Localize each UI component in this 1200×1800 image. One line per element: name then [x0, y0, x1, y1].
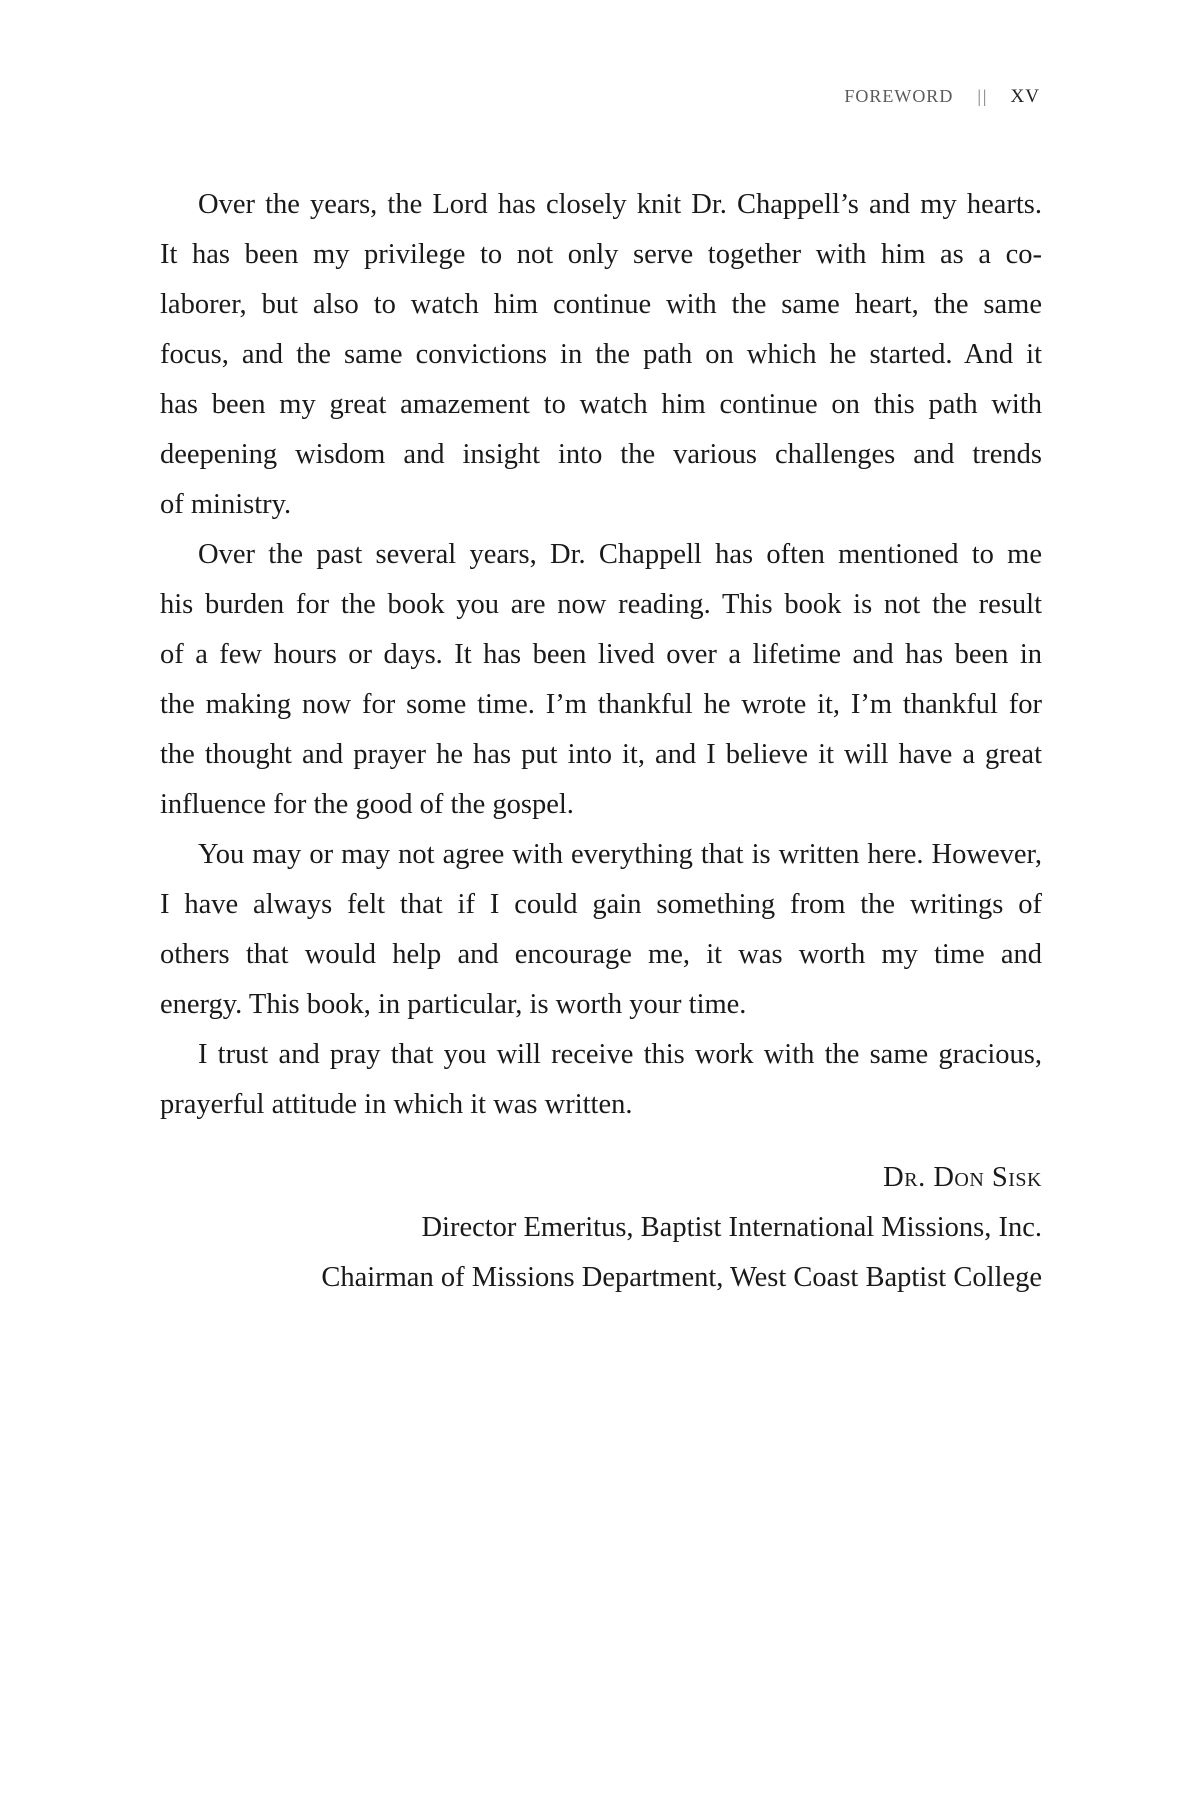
paragraph-2-line: the making now for some time. I’m thankful he wrote it, I’m thankful for [160, 689, 1042, 720]
paragraph-2-line: his burden for the book you are now reading. This book is not the result [160, 589, 1042, 620]
signature-title-1: Director Emeritus, Baptist International Missions, Inc. [421, 1212, 1042, 1243]
paragraph-2-line: of a few hours or days. It has been lived over a lifetime and has been in [160, 639, 1042, 670]
paragraph-1-line: It has been my privilege to not only serve together with him as a co- [160, 239, 1042, 270]
signature-title-2: Chairman of Missions Department, West Coast Baptist College [321, 1262, 1042, 1293]
paragraph-1-line: laborer, but also to watch him continue with the same heart, the same [160, 289, 1042, 320]
signature-name: Dr. Don Sisk [883, 1162, 1042, 1193]
paragraph-3-line: others that would help and encourage me, it was worth my time and [160, 939, 1042, 970]
paragraph-2-line: Over the past several years, Dr. Chappell has often mentioned to me [198, 539, 1042, 570]
paragraph-1-line: deepening wisdom and insight into the various challenges and trends [160, 439, 1042, 470]
running-head [844, 86, 1040, 108]
paragraph-4-line: I trust and pray that you will receive this work with the same gracious, [198, 1039, 1042, 1070]
signature-block [321, 1153, 1042, 1303]
paragraph-1-line: has been my great amazement to watch him continue on this path with [160, 389, 1042, 420]
running-head-section: FOREWORD [844, 86, 954, 106]
paragraph-3-line: I have always felt that if I could gain something from the writings of [160, 889, 1042, 920]
paragraph-1-line: of ministry. [160, 489, 292, 520]
paragraph-4-line: prayerful attitude in which it was written. [160, 1089, 633, 1120]
paragraph-3-line: You may or may not agree with everything that is written here. However, [198, 839, 1042, 870]
paragraph-3-line: energy. This book, in particular, is worth your time. [160, 989, 747, 1020]
paragraph-2-line: influence for the good of the gospel. [160, 789, 574, 820]
paragraph-1-line: focus, and the same convictions in the path on which he started. And it [160, 339, 1042, 370]
paragraph-1-line: Over the years, the Lord has closely knit Dr. Chappell’s and my hearts. [198, 189, 1042, 220]
paragraph-2-line: the thought and prayer he has put into it, and I believe it will have a great [160, 739, 1042, 770]
running-head-separator: || [977, 86, 989, 106]
page-number: XV [1010, 86, 1040, 107]
body-text [160, 180, 1042, 1130]
